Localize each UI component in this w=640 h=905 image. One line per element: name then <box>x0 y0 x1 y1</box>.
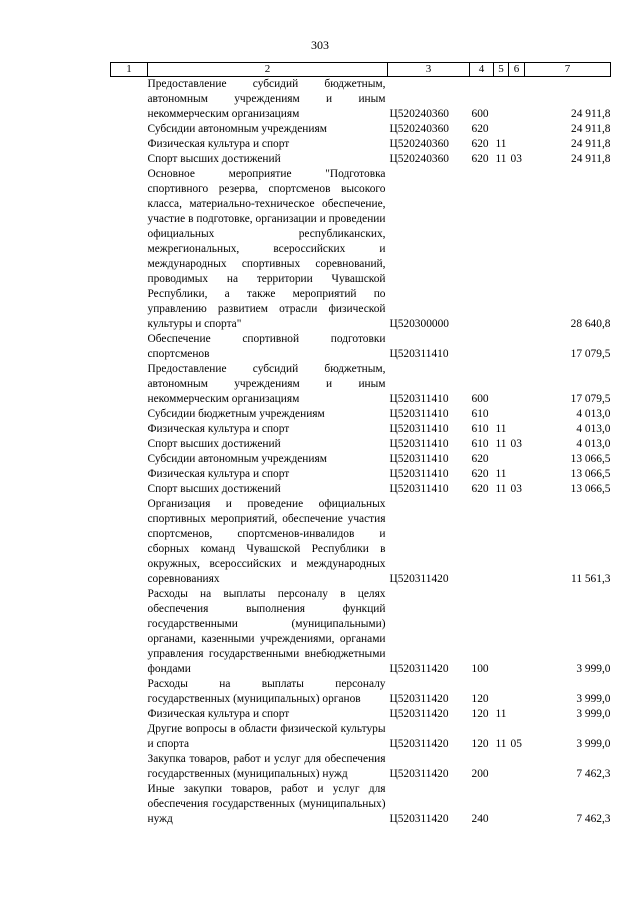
section-code <box>494 362 509 407</box>
table-row <box>111 137 611 152</box>
amount: 3 999,0 <box>576 693 611 705</box>
subsection-code: 05 <box>510 738 522 750</box>
subsection-code: 03 <box>510 483 522 495</box>
item-name: Физическая культура и спорт <box>147 708 290 720</box>
subsection-code: 03 <box>510 438 522 450</box>
target-code: Ц520240360 <box>389 138 449 150</box>
amount: 24 911,8 <box>571 123 611 135</box>
budget-table <box>110 62 611 827</box>
row-index-cell <box>111 152 148 167</box>
expense-type-code <box>470 332 494 362</box>
expense-type-code: 240 <box>471 813 489 825</box>
table-row <box>111 707 611 722</box>
row-index-cell <box>111 482 148 497</box>
amount: 24 911,8 <box>571 153 611 165</box>
target-code: Ц520311420 <box>389 693 449 705</box>
table-row <box>111 332 611 362</box>
section-code <box>494 332 509 362</box>
item-name: Спорт высших достижений <box>147 438 281 450</box>
subsection-code <box>509 137 525 152</box>
expense-type-code: 120 <box>471 738 489 750</box>
target-code: Ц520311410 <box>389 423 449 435</box>
amount: 28 640,8 <box>570 318 611 330</box>
item-name: Обеспечение спортивной подготовки спортсменов <box>147 333 386 360</box>
target-code: Ц520311420 <box>389 738 449 750</box>
subsection-code <box>509 497 525 587</box>
target-code: Ц520240360 <box>389 108 449 120</box>
table-row <box>111 587 611 677</box>
expense-type-code: 620 <box>471 468 489 480</box>
row-index-cell <box>111 167 148 332</box>
target-code: Ц520311410 <box>389 348 449 360</box>
section-code: 11 <box>495 483 507 495</box>
expense-type-code: 620 <box>471 483 489 495</box>
section-code <box>494 77 509 123</box>
item-name: Другие вопросы в области физической культуры и спорта <box>147 723 386 750</box>
table-row <box>111 467 611 482</box>
target-code: Ц520300000 <box>389 318 449 330</box>
target-code: Ц520240360 <box>389 153 449 165</box>
expense-type-code: 120 <box>471 693 489 705</box>
target-code: Ц520311410 <box>389 483 449 495</box>
column-number: 1 <box>111 63 148 77</box>
expense-type-code: 620 <box>471 453 489 465</box>
row-index-cell <box>111 77 148 123</box>
table-row <box>111 782 611 827</box>
item-name: Субсидии автономным учреждениям <box>147 453 327 465</box>
amount: 13 066,5 <box>570 483 611 495</box>
item-name: Субсидии бюджетным учреждениям <box>147 408 325 420</box>
table-row <box>111 497 611 587</box>
column-number-row <box>111 63 611 77</box>
section-code <box>494 452 509 467</box>
target-code: Ц520311420 <box>389 708 449 720</box>
expense-type-code: 610 <box>471 438 489 450</box>
table-row <box>111 752 611 782</box>
expense-type-code: 600 <box>471 393 489 405</box>
expense-type-code: 610 <box>471 423 489 435</box>
target-code: Ц520311420 <box>389 663 449 675</box>
table-row <box>111 152 611 167</box>
section-code: 11 <box>495 423 507 435</box>
page-number: 303 <box>311 38 329 52</box>
amount: 4 013,0 <box>576 408 611 420</box>
table-row <box>111 167 611 332</box>
row-index-cell <box>111 407 148 422</box>
target-code: Ц520311420 <box>389 813 449 825</box>
item-name: Субсидии автономным учреждениям <box>147 123 327 135</box>
row-index-cell <box>111 722 148 752</box>
subsection-code <box>509 167 525 332</box>
section-code <box>494 167 509 332</box>
item-name: Физическая культура и спорт <box>147 138 290 150</box>
amount: 4 013,0 <box>576 438 611 450</box>
amount: 3 999,0 <box>576 708 611 720</box>
expense-type-code <box>470 497 494 587</box>
item-name: Закупка товаров, работ и услуг для обеспечения государственных (муниципальных) нужд <box>147 753 386 780</box>
section-code: 11 <box>495 153 507 165</box>
amount: 24 911,8 <box>571 108 611 120</box>
item-name: Спорт высших достижений <box>147 153 281 165</box>
item-name: Иные закупки товаров, работ и услуг для обеспечения государственных (муниципальных) нужд <box>147 783 386 825</box>
row-index-cell <box>111 122 148 137</box>
amount: 11 561,3 <box>571 573 611 585</box>
subsection-code <box>509 407 525 422</box>
amount: 17 079,5 <box>570 348 611 360</box>
item-name: Предоставление субсидий бюджетным, автономным учреждениям и иным некоммерческим организациям <box>147 78 386 120</box>
row-index-cell <box>111 452 148 467</box>
row-index-cell <box>111 587 148 677</box>
subsection-code <box>509 362 525 407</box>
amount: 13 066,5 <box>570 453 611 465</box>
expense-type-code: 100 <box>471 663 489 675</box>
row-index-cell <box>111 437 148 452</box>
table-row <box>111 77 611 123</box>
subsection-code <box>509 332 525 362</box>
subsection-code <box>509 467 525 482</box>
amount: 3 999,0 <box>576 663 611 675</box>
item-name: Физическая культура и спорт <box>147 468 290 480</box>
row-index-cell <box>111 782 148 827</box>
table-row <box>111 422 611 437</box>
amount: 7 462,3 <box>576 813 611 825</box>
subsection-code <box>509 707 525 722</box>
subsection-code <box>509 752 525 782</box>
subsection-code <box>509 422 525 437</box>
section-code: 11 <box>495 738 507 750</box>
item-name: Расходы на выплаты персоналу в целях обеспечения выполнения функций государственными (муниципальными) органами, казенными учреждениями, органами управления государственными внебюджетными фондами <box>147 588 386 675</box>
expense-type-code: 600 <box>471 108 489 120</box>
row-index-cell <box>111 752 148 782</box>
row-index-cell <box>111 362 148 407</box>
item-name: Организация и проведение официальных спортивных мероприятий, обеспечение участия спортсменов, спортсменов-инвалидов и сборных команд Чувашской Республики в окружных, всероссийских и международных соревнованиях <box>147 498 386 585</box>
item-name: Предоставление субсидий бюджетным, автономным учреждениям и иным некоммерческим организациям <box>147 363 386 405</box>
amount: 24 911,8 <box>571 138 611 150</box>
expense-type-code: 610 <box>471 408 489 420</box>
target-code: Ц520311420 <box>389 573 449 585</box>
section-code <box>494 497 509 587</box>
amount: 13 066,5 <box>570 468 611 480</box>
subsection-code <box>509 77 525 123</box>
table-row <box>111 407 611 422</box>
table-row <box>111 437 611 452</box>
row-index-cell <box>111 677 148 707</box>
row-index-cell <box>111 497 148 587</box>
expense-type-code: 620 <box>471 123 489 135</box>
expense-type-code: 120 <box>471 708 489 720</box>
target-code: Ц520311410 <box>389 438 449 450</box>
row-index-cell <box>111 707 148 722</box>
section-code <box>494 752 509 782</box>
section-code: 11 <box>495 708 507 720</box>
table-row <box>111 722 611 752</box>
item-name: Основное мероприятие "Подготовка спортивного резерва, спортсменов высокого класса, материально-техническое обеспечение, участие в подготовке, организации и проведении официальных республиканских, межрегиональных, всероссийских и международных спортивных соревнований, проводимых на территории Чувашской Республики, а также мероприятий по управлению развитием отрасли физической культуры и спорта" <box>147 168 386 330</box>
expense-type-code: 620 <box>471 138 489 150</box>
row-index-cell <box>111 422 148 437</box>
table-row <box>111 122 611 137</box>
section-code <box>494 407 509 422</box>
row-index-cell <box>111 137 148 152</box>
row-index-cell <box>111 332 148 362</box>
item-name: Спорт высших достижений <box>147 483 281 495</box>
section-code: 11 <box>495 468 507 480</box>
section-code: 11 <box>495 438 507 450</box>
subsection-code <box>509 587 525 677</box>
target-code: Ц520311410 <box>389 393 449 405</box>
expense-type-code <box>470 167 494 332</box>
column-number: 3 <box>388 63 470 77</box>
amount: 4 013,0 <box>576 423 611 435</box>
column-number: 4 <box>470 63 494 77</box>
section-code <box>494 782 509 827</box>
item-name: Расходы на выплаты персоналу государственных (муниципальных) органов <box>147 678 386 705</box>
subsection-code <box>509 782 525 827</box>
table-row <box>111 482 611 497</box>
subsection-code <box>509 677 525 707</box>
section-code <box>494 677 509 707</box>
amount: 3 999,0 <box>576 738 611 750</box>
section-code: 11 <box>495 138 507 150</box>
target-code: Ц520311410 <box>389 468 449 480</box>
expense-type-code: 620 <box>471 153 489 165</box>
section-code <box>494 122 509 137</box>
expense-type-code: 200 <box>471 768 489 780</box>
column-number: 5 <box>494 63 509 77</box>
column-number: 7 <box>525 63 611 77</box>
target-code: Ц520311420 <box>389 768 449 780</box>
table-row <box>111 452 611 467</box>
amount: 17 079,5 <box>570 393 611 405</box>
table-row <box>111 362 611 407</box>
subsection-code <box>509 452 525 467</box>
table-row <box>111 677 611 707</box>
item-name: Физическая культура и спорт <box>147 423 290 435</box>
amount: 7 462,3 <box>576 768 611 780</box>
section-code <box>494 587 509 677</box>
target-code: Ц520311410 <box>389 408 449 420</box>
column-number: 6 <box>509 63 525 77</box>
column-number: 2 <box>148 63 388 77</box>
subsection-code: 03 <box>510 153 522 165</box>
target-code: Ц520311410 <box>389 453 449 465</box>
row-index-cell <box>111 467 148 482</box>
subsection-code <box>509 122 525 137</box>
target-code: Ц520240360 <box>389 123 449 135</box>
